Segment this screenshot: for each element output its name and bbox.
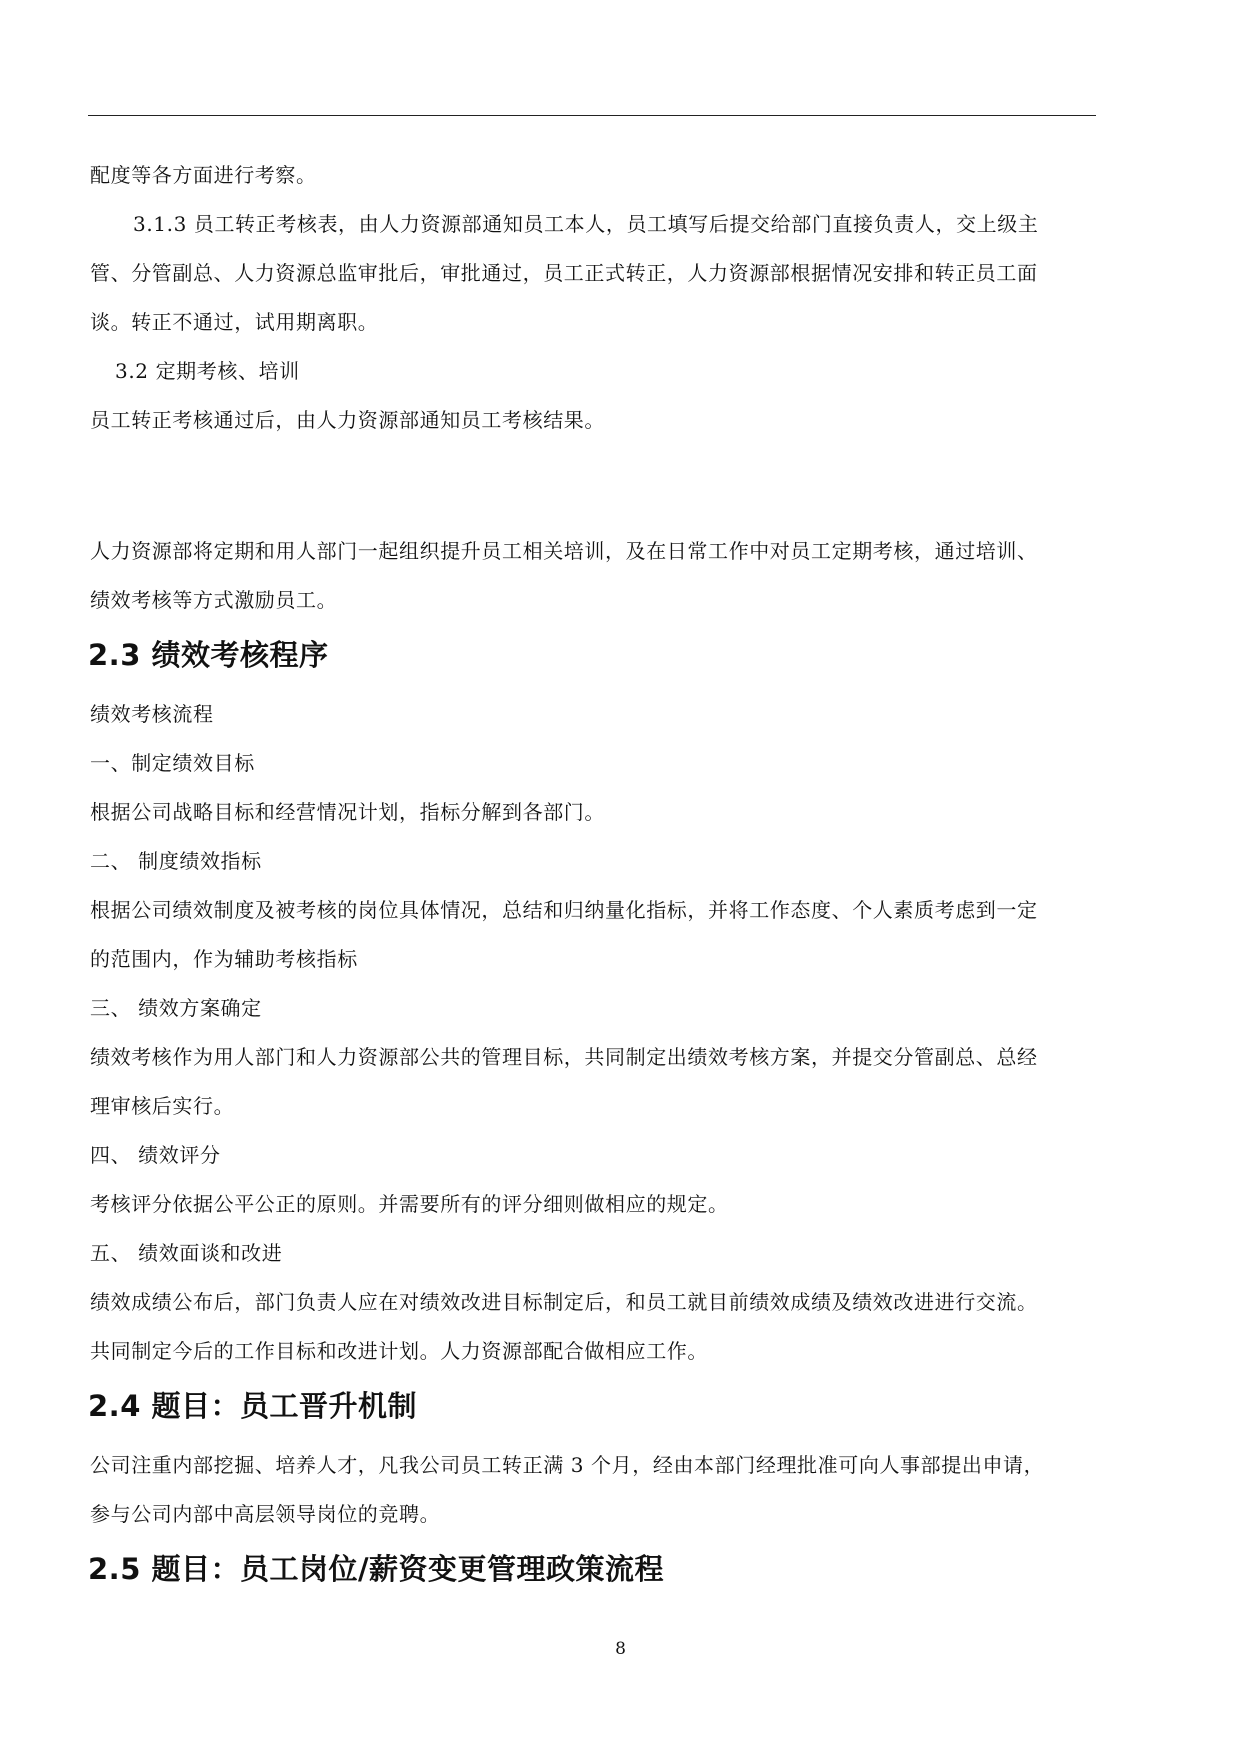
list-item-title: 二、 制度绩效指标 <box>90 849 262 873</box>
paragraph-line: 配度等各方面进行考察。 <box>90 163 317 187</box>
section-heading: 2.5 题目：员工岗位/薪资变更管理政策流程 <box>88 1552 665 1586</box>
paragraph-line: 绩效成绩公布后，部门负责人应在对绩效改进目标制定后，和员工就目前绩效成绩及绩效改进进行交流。 <box>90 1290 1038 1314</box>
paragraph-line: 绩效考核流程 <box>90 702 214 726</box>
paragraph-line: 共同制定今后的工作目标和改进计划。人力资源部配合做相应工作。 <box>90 1339 708 1363</box>
subsection-title: 3.2 定期考核、培训 <box>115 359 300 383</box>
header-rule <box>88 115 1096 116</box>
section-heading: 2.4 题目：员工晋升机制 <box>88 1389 417 1423</box>
paragraph-line: 员工转正考核通过后，由人力资源部通知员工考核结果。 <box>90 408 605 432</box>
paragraph-line: 参与公司内部中高层领导岗位的竞聘。 <box>90 1502 441 1526</box>
paragraph-line: 人力资源部将定期和用人部门一起组织提升员工相关培训，及在日常工作中对员工定期考核，通过培训、 <box>90 539 1038 563</box>
paragraph-line: 公司注重内部挖掘、培养人才，凡我公司员工转正满 3 个月，经由本部门经理批准可向人事部提出申请， <box>90 1453 1045 1477</box>
list-item-title: 五、 绩效面谈和改进 <box>90 1241 283 1265</box>
paragraph-line: 考核评分依据公平公正的原则。并需要所有的评分细则做相应的规定。 <box>90 1192 729 1216</box>
list-item-title: 三、 绩效方案确定 <box>90 996 262 1020</box>
paragraph-line: 的范围内，作为辅助考核指标 <box>90 947 358 971</box>
paragraph-line: 理审核后实行。 <box>90 1094 235 1118</box>
paragraph-line: 根据公司绩效制度及被考核的岗位具体情况，总结和归纳量化指标，并将工作态度、个人素质考虑到一定 <box>90 898 1038 922</box>
list-item-title: 一、制定绩效目标 <box>90 751 255 775</box>
paragraph-line: 绩效考核作为用人部门和人力资源部公共的管理目标，共同制定出绩效考核方案，并提交分管副总、总经 <box>90 1045 1038 1069</box>
paragraph-line: 管、分管副总、人力资源总监审批后，审批通过，员工正式转正，人力资源部根据情况安排和转正员工面 <box>90 261 1038 285</box>
paragraph-line: 谈。转正不通过，试用期离职。 <box>90 310 379 334</box>
paragraph-line: 3.1.3 员工转正考核表，由人力资源部通知员工本人，员工填写后提交给部门直接负责人，交上级主 <box>133 212 1039 236</box>
section-heading: 2.3 绩效考核程序 <box>88 638 329 672</box>
paragraph-line: 绩效考核等方式激励员工。 <box>90 588 338 612</box>
page-number: 8 <box>615 1639 626 1659</box>
list-item-title: 四、 绩效评分 <box>90 1143 221 1167</box>
paragraph-line: 根据公司战略目标和经营情况计划，指标分解到各部门。 <box>90 800 605 824</box>
